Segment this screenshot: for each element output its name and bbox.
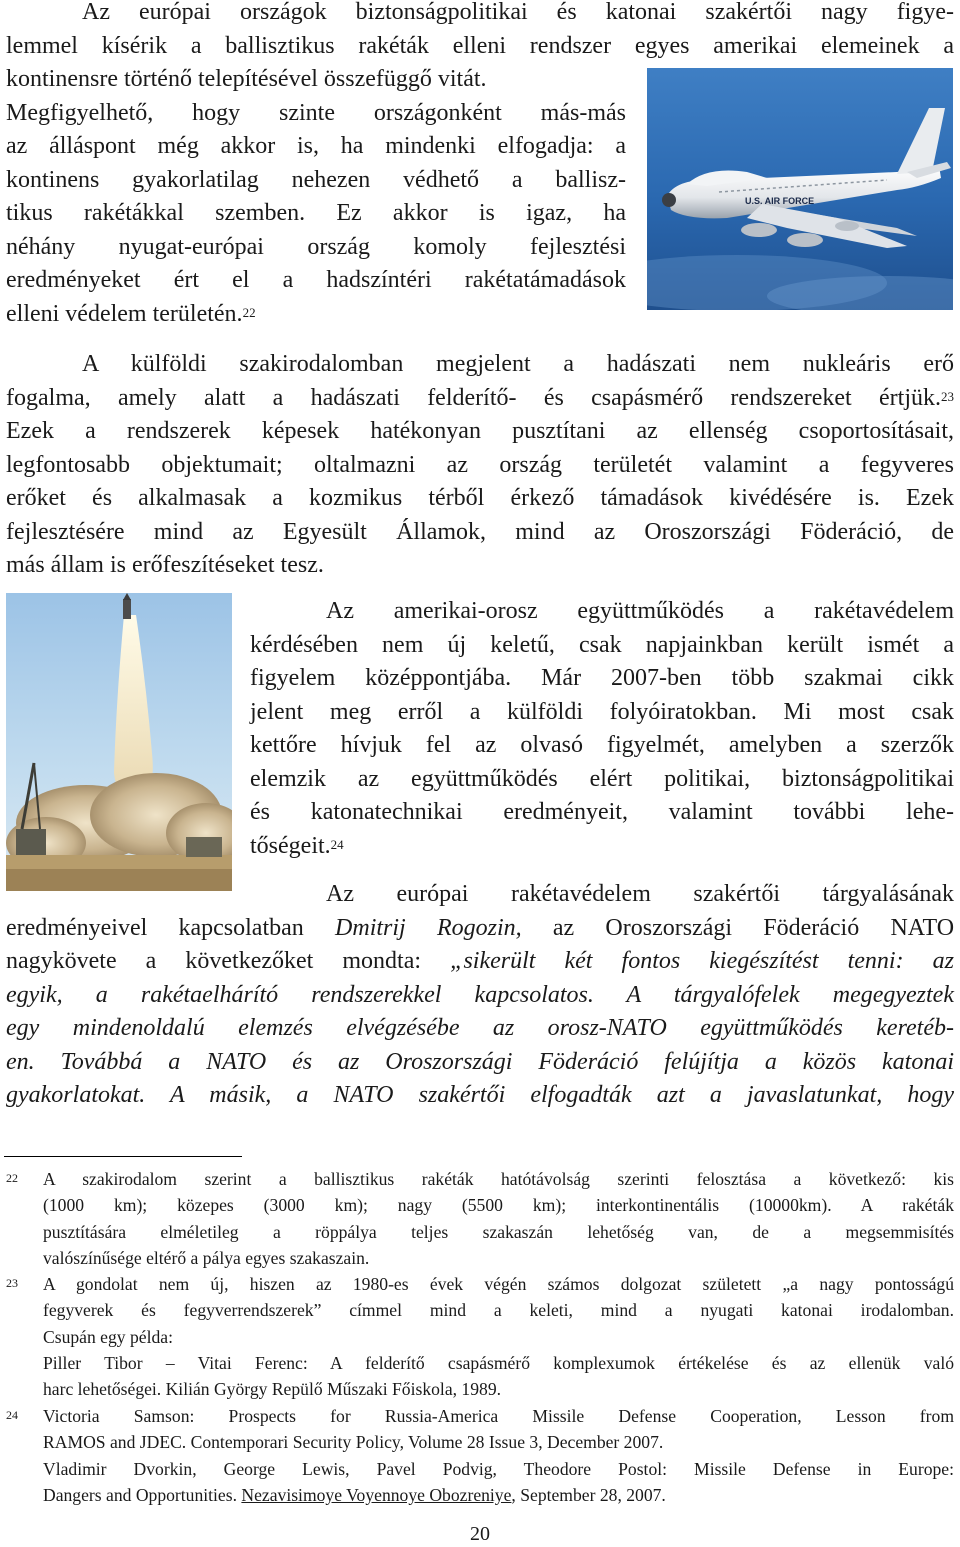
footnote-line: RAMOS and JDEC. Contemporari Security Policy, Volume 28 Issue 3, December 2007. (43, 1432, 664, 1453)
line-text: Dangers and Opportunities. (43, 1484, 242, 1505)
paragraph-line: Az amerikai-orosz együttműködés a rakétavédelem (326, 598, 954, 624)
footnote-line: Vladimir Dvorkin, George Lewis, Pavel Podvig, Theodore Postol: Missile Defense in Europe: (43, 1458, 954, 1479)
footnote-line: A gondolat nem új, hiszen az 1980-es évek végén számos dolgozat született „a nagy pontosságú (43, 1274, 954, 1294)
paragraph-line: figyelem középpontjába. Már 2007-ben több szakmai cikk (250, 665, 954, 691)
footnote-24 (43, 1403, 954, 1508)
footnote-line (43, 1482, 954, 1508)
paragraph-line: kettőre hívjuk fel az olvasó figyelmét, amelyben a szerzők (250, 732, 954, 758)
paragraph-line: A külföldi szakirodalomban megjelent a hadászati nem nukleáris erő (82, 351, 954, 377)
paragraph-line: kontinensre történő telepítésével összefüggő vitát. (6, 66, 487, 92)
footnote-separator (4, 1156, 242, 1157)
line-text: eredményeivel kapcsolatban (6, 914, 336, 941)
paragraph-1 (6, 0, 954, 63)
line-text: tőségeit. (250, 832, 331, 859)
line-text: az Oroszországi Föderáció NATO (521, 914, 955, 941)
quote-line: egyik, a rakétaelhárító rendszerekkel kapcsolatos. A tárgyalófelek megegyeztek (6, 981, 954, 1008)
paragraph-line: eredményeket ért el a hadszíntéri rakétatámadások (6, 267, 626, 293)
paragraph-line: más állam is erőfeszítéseket tesz. (6, 552, 324, 578)
aircraft-lettering: U.S. AIR FORCE (745, 196, 815, 206)
paragraph-line: kontinens gyakorlatilag nehezen védhető a ballisz- (6, 166, 626, 193)
quote-line: en. Továbbá a NATO és az Oroszországi Föderáció felújítja a közös katonai (6, 1048, 954, 1075)
paragraph-4-body (6, 912, 954, 1113)
paragraph-line: és katonatechnikai eredményeit, valamint további lehe- (250, 799, 954, 825)
footnote-number-23: 23 (6, 1276, 18, 1290)
footnote-ref-24[interactable]: 24 (330, 836, 344, 852)
paragraph-4 (250, 878, 954, 912)
paragraph-line (6, 912, 954, 946)
footnote-line: harc lehetőségei. Kilián György Repülő Műszaki Főiskola, 1989. (43, 1379, 502, 1400)
journal-link[interactable]: Nezavisimoye Voyennoye Obozreniye (241, 1484, 512, 1505)
paragraph-2 (6, 348, 954, 583)
footnote-number-22: 22 (6, 1171, 18, 1185)
airplane-photo (647, 68, 953, 310)
footnote-line: Csupán egy példa: (43, 1326, 173, 1347)
paragraph-line: jelent meg erről a külföldi folyóiratokban. Mi most csak (250, 698, 954, 725)
paragraph-line: Az európai rakétavédelem szakértői tárgyalásának (326, 881, 954, 907)
paragraph-line: Az európai országok biztonságpolitikai és katonai szakértői nagy figye- (82, 0, 954, 25)
line-text: nagykövete a következőket mondta: (6, 948, 451, 974)
paragraph-line (6, 382, 954, 416)
footnote-line: Victoria Samson: Prospects for Russia-America Missile Defense Cooperation, Lesson from (43, 1406, 954, 1426)
line-text: elleni védelem területén. (6, 300, 243, 327)
paragraph-line: Ezek a rendszerek képesek hatékonyan pusztítani az ellenség csoportosításait, (6, 418, 954, 444)
paragraph-line (6, 298, 626, 332)
paragraph-line: néhány nyugat-európai ország komoly fejlesztési (6, 233, 626, 260)
footnote-22 (43, 1166, 954, 1271)
footnote-line: A szakirodalom szerint a ballisztikus rakéták hatótávolság szerinti felosztása a következő: kis (43, 1169, 954, 1189)
footnote-number-24: 24 (6, 1408, 18, 1422)
footnote-line: Piller Tibor – Vitai Ferenc: A felderítő csapásmérő komplexumok értékelése és az ellenük való (43, 1352, 954, 1373)
quote-line: gyakorlatokat. A másik, a NATO szakértői elfogadták azt a javaslatunkat, hogy (6, 1082, 954, 1108)
paragraph-line: kérdésében nem új keletű, csak napjainkban került ismét a (250, 631, 954, 658)
airplane-icon (647, 68, 953, 310)
quote-line: egy mindenoldalú elemzés elvégzésébe az orosz-NATO együttműködés keretéb- (6, 1015, 954, 1041)
paragraph-line: elemzik az együttműködés elért politikai, biztonságpolitikai (250, 765, 954, 792)
paragraph-line: fejlesztésére mind az Egyesült Államok, mind az Oroszországi Föderáció, de (6, 518, 954, 545)
paragraph-line: tikus rakétákkal szemben. Ez akkor is igaz, ha (6, 200, 626, 226)
footnote-ref-22[interactable]: 22 (242, 304, 256, 320)
paragraph-line: erőket és alkalmasak a kozmikus térből érkező támadások kivédésére is. Ezek (6, 485, 954, 511)
missile-launch-icon (6, 593, 232, 891)
person-name: Dmitrij Rogozin, (335, 914, 522, 941)
line-text: fogalma, amely alatt a hadászati felderítő- és csapásmérő rendszereket értjük. (6, 384, 941, 411)
footnote-23 (43, 1271, 954, 1402)
paragraph-line: az álláspont még akkor is, ha mindenki elfogadja: a (6, 133, 626, 159)
paragraph-line: legfontosabb objektumait; oltalmazni az ország területét valamint a fegyveres (6, 451, 954, 478)
footnote-line: valószínűsége eltérő a pálya egyes szakaszain. (43, 1247, 370, 1268)
paragraph-line: lemmel kísérik a ballisztikus rakéták elleni rendszer egyes amerikai elemeinek a (6, 32, 954, 59)
quote-text: „sikerült két fontos kiegészítést tenni: az (450, 948, 954, 974)
paragraph-1-wrap (6, 63, 626, 331)
footnote-ref-23[interactable]: 23 (941, 388, 954, 404)
missile-launch-photo (6, 593, 232, 891)
paragraph-line (6, 945, 954, 979)
footnote-line: pusztítására elméletileg a röppálya teljes szakaszán lehetőség van, de a megsemmisítés (43, 1221, 954, 1242)
line-text: , September 28, 2007. (511, 1484, 666, 1505)
footnote-line: (1000 km); közepes (3000 km); nagy (5500 km); interkontinentális (10000km). A rakéták (43, 1195, 954, 1216)
paragraph-3 (250, 595, 954, 863)
page-number: 20 (470, 1523, 490, 1545)
paragraph-line: Megfigyelhető, hogy szinte országonként más-más (6, 99, 626, 126)
footnote-line: fegyverek és fegyverrendszerek” címmel mind a keleti, mind a nyugati katonai irodalomban. (43, 1300, 954, 1321)
paragraph-line (250, 830, 954, 864)
